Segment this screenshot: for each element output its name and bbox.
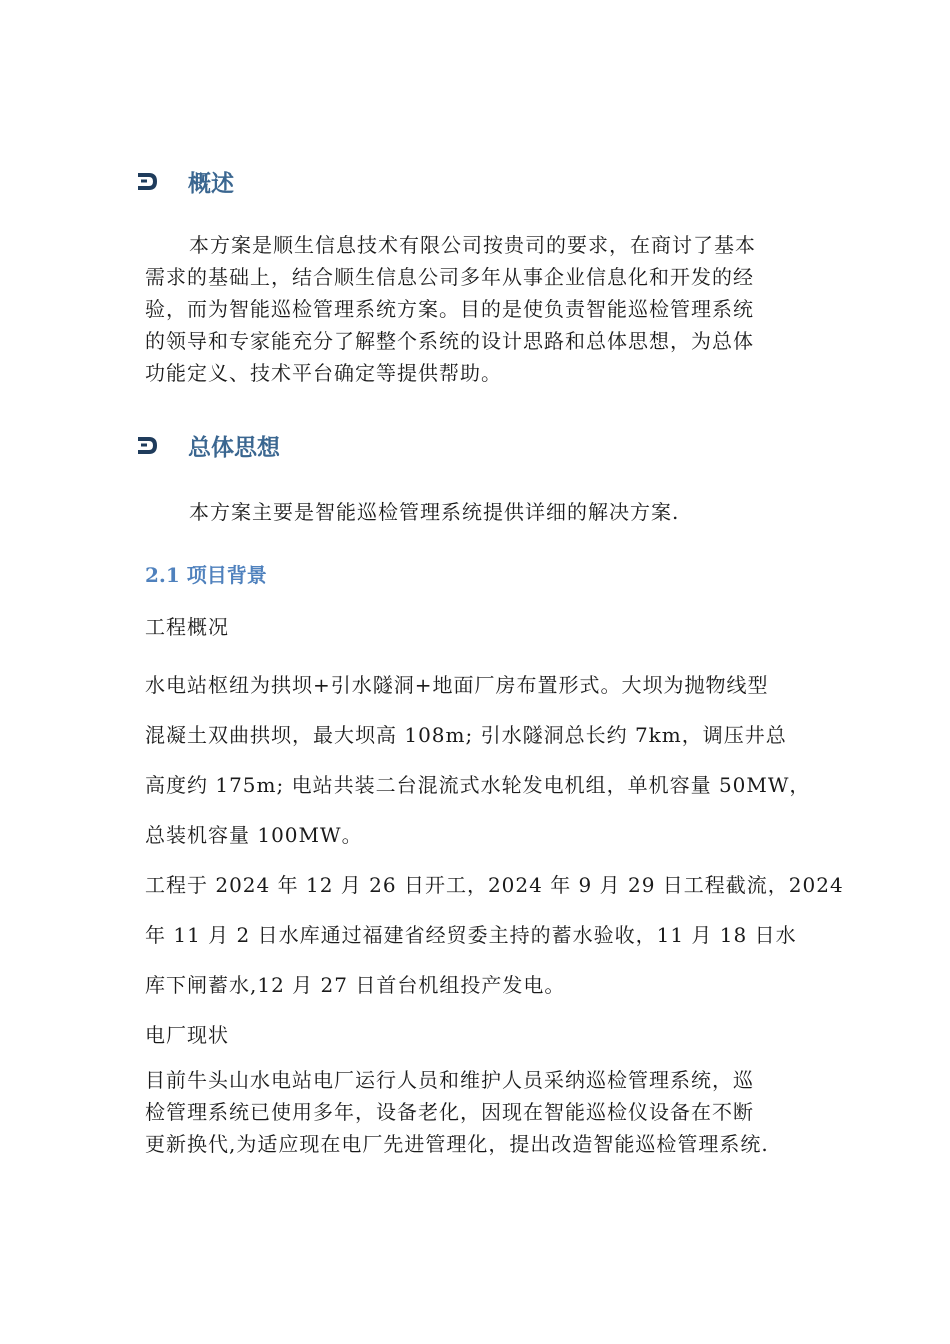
text-line: 功能定义、技术平台确定等提供帮助。 — [145, 361, 502, 385]
section-heading-overview — [138, 165, 234, 198]
curved-arrow-icon — [138, 435, 158, 457]
project-timeline-paragraph — [145, 860, 844, 1010]
text-line: 需求的基础上，结合顺生信息公司多年从事企业信息化和开发的经 — [145, 265, 754, 289]
text-line: 总装机容量 100MW。 — [145, 823, 363, 847]
project-overview-label: 工程概况 — [145, 615, 229, 639]
text-line: 工程于 2024 年 12 月 26 日开工，2024 年 9 月 29 日工程截流，2024 — [145, 873, 844, 897]
project-overview-paragraph — [145, 660, 825, 860]
text-line: 年 11 月 2 日水库通过福建省经贸委主持的蓄水验收，11 月 18 日水 — [145, 923, 797, 947]
section-title-general-idea: 总体思想 — [188, 435, 280, 461]
text-line: 水电站枢纽为拱坝+引水隧洞+地面厂房布置形式。大坝为抛物线型 — [145, 673, 769, 697]
section-heading-general-idea — [138, 429, 280, 462]
plant-status-paragraph — [145, 1064, 825, 1160]
text-line: 库下闸蓄水,12 月 27 日首台机组投产发电。 — [145, 973, 566, 997]
curved-arrow-icon — [138, 171, 158, 193]
text-line: 本方案主要是智能巡检管理系统提供详细的解决方案. — [189, 500, 680, 524]
text-line: 的领导和专家能充分了解整个系统的设计思路和总体思想，为总体 — [145, 329, 754, 353]
text-line: 验，而为智能巡检管理系统方案。目的是使负责智能巡检管理系统 — [145, 297, 754, 321]
text-line: 目前牛头山水电站电厂运行人员和维护人员采纳巡检管理系统，巡 — [145, 1068, 754, 1092]
text-line: 检管理系统已使用多年，设备老化，因现在智能巡检仪设备在不断 — [145, 1100, 754, 1124]
overview-paragraph — [145, 229, 825, 389]
section-title-overview: 概述 — [188, 171, 234, 197]
plant-status-label: 电厂现状 — [145, 1023, 229, 1047]
text-line: 高度约 175m; 电站共装二台混流式水轮发电机组，单机容量 50MW， — [145, 773, 811, 797]
text-line: 本方案是顺生信息技术有限公司按贵司的要求，在商讨了基本 — [189, 233, 756, 257]
general-idea-paragraph — [145, 496, 825, 528]
subsection-heading-background: 2.1 项目背景 — [145, 563, 267, 587]
text-line: 混凝土双曲拱坝，最大坝高 108m; 引水隧洞总长约 7km，调压井总 — [145, 723, 787, 747]
text-line: 更新换代,为适应现在电厂先进管理化，提出改造智能巡检管理系统. — [145, 1132, 769, 1156]
